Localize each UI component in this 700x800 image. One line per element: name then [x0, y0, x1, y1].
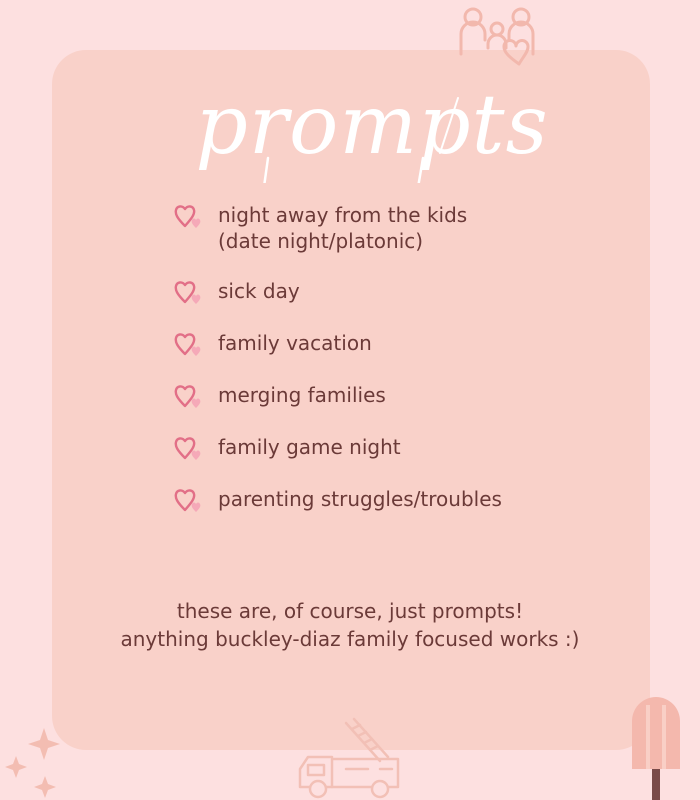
prompt-text: sick day — [218, 279, 300, 303]
double-heart-icon — [174, 202, 204, 230]
list-item — [174, 278, 594, 306]
footer-line-2: anything buckley-diaz family focused works :) — [120, 627, 580, 651]
sparkle-icon — [0, 720, 70, 800]
title-text: prompts — [195, 78, 549, 173]
prompt-list — [174, 202, 594, 538]
prompt-text: night away from the kids (date night/platonic) — [218, 203, 468, 253]
footer-note — [0, 597, 700, 653]
prompt-text: family game night — [218, 435, 401, 459]
prompt-text: parenting struggles/troubles — [218, 487, 502, 511]
list-item — [174, 202, 594, 254]
list-item — [174, 330, 594, 358]
list-item — [174, 382, 594, 410]
list-item — [174, 434, 594, 462]
prompt-text: merging families — [218, 383, 386, 407]
page-title — [0, 58, 700, 183]
list-item — [174, 486, 594, 514]
footer-line-1: these are, of course, just prompts! — [176, 599, 524, 623]
popsicle-icon — [628, 693, 684, 800]
prompt-text: family vacation — [218, 331, 372, 355]
fire-truck-icon — [296, 715, 406, 800]
double-heart-icon — [174, 382, 204, 410]
double-heart-icon — [174, 330, 204, 358]
double-heart-icon — [174, 434, 204, 462]
double-heart-icon — [174, 278, 204, 306]
double-heart-icon — [174, 486, 204, 514]
